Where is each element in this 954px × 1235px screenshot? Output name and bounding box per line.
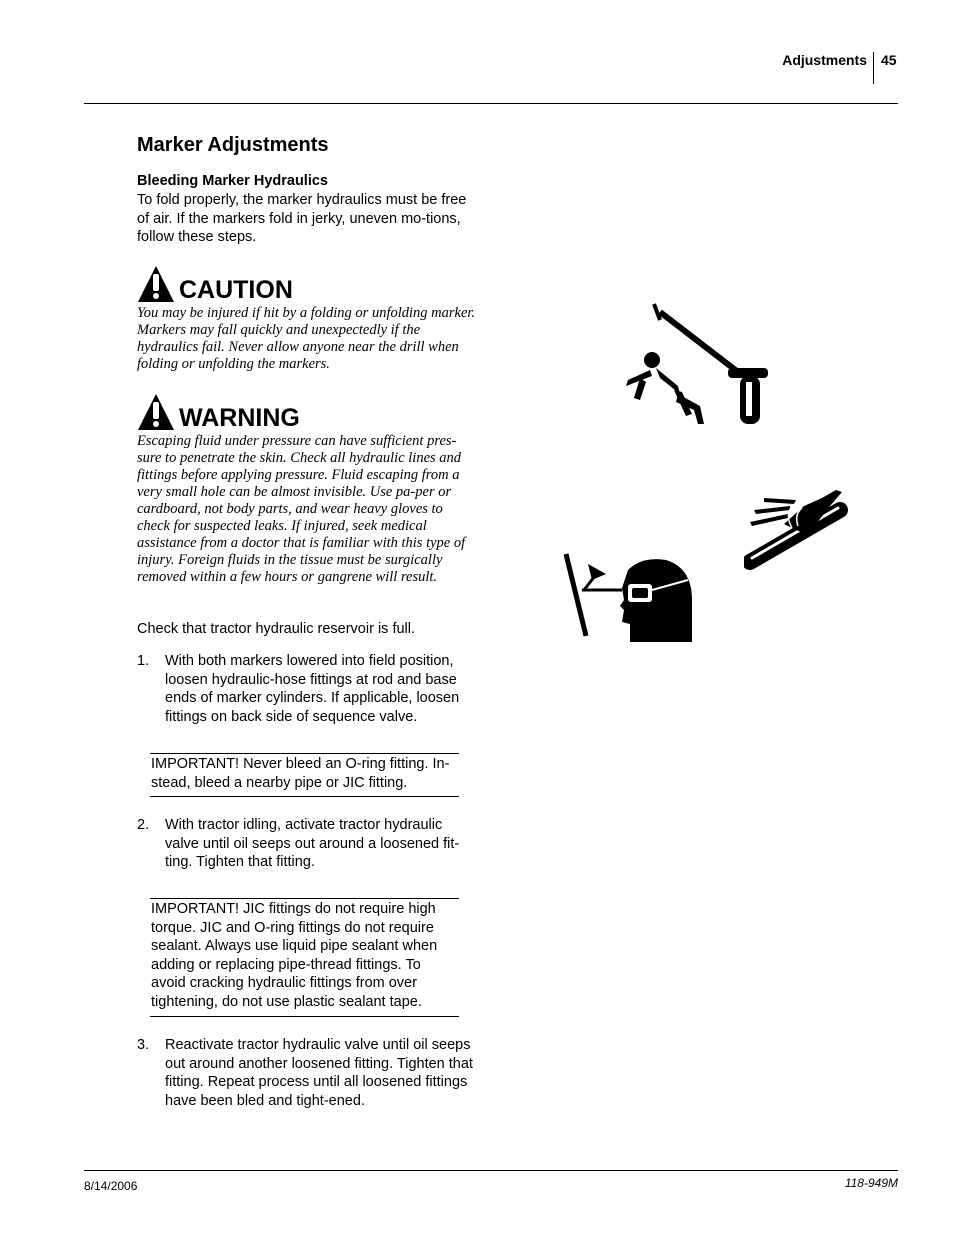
important-note: IMPORTANT! Never bleed an O-ring fitting. In-stead, bleed a nearby pipe or JIC fitting. (150, 753, 459, 797)
step-text: With both markers lowered into field position, loosen hydraulic-hose fittings at rod and base ends of marker cylinders. If applicable, loosen fittings on back side of sequence valve. (165, 653, 460, 725)
step-number: 3. (137, 1037, 150, 1053)
footer-date: 8/14/2006 (84, 1179, 138, 1193)
hand-fluid-injection-icon (744, 484, 852, 576)
warning-triangle-icon (137, 393, 175, 431)
page-title: Marker Adjustments (137, 134, 329, 156)
footer-rule (84, 1170, 898, 1171)
warning-title: WARNING (179, 404, 300, 432)
warning-text: Escaping fluid under pressure can have sufficient pres-sure to penetrate the skin. Check all hydraulic lines and fittings before applying pressure. Fluid escaping from a very small hole can be almost invisible. Use pa-per or cardboard, not body parts, and wear heavy gloves to check for suspected leaks. If injured, seek medical assistance from a doctor that is familiar with this type of injury. Foreign fluids in the tissue must be surgically removed within a few hours or gangrene will result. (137, 433, 466, 585)
step-text: Reactivate tractor hydraulic valve until oil seeps out around another loosened fitting. Tighten that fitting. Repeat process until all loosened fittings have been bled and tight-ened. (165, 1037, 473, 1109)
warning-triangle-icon (137, 265, 175, 303)
header-section-title: Adjustments (782, 52, 867, 68)
page-number: 45 (881, 52, 897, 68)
warning-heading (137, 393, 477, 431)
list-item (137, 1036, 477, 1110)
caution-text: You may be injured if hit by a folding or unfolding marker. Markers may fall quickly and unexpectedly if the hydraulics fail. Never allow anyone near the drill when folding or unfolding the markers. (137, 305, 476, 372)
caution-heading (137, 265, 477, 303)
eye-protection-icon (558, 550, 698, 645)
caution-title: CAUTION (179, 276, 293, 304)
important-note: IMPORTANT! JIC fittings do not require high torque. JIC and O-ring fittings do not require sealant. Always use liquid pipe sealant when adding or replacing pipe-thread fittings. To avoid cracking hydraulic fittings from over tightening, do not use plastic sealant tape. (150, 898, 459, 1017)
header-rule (84, 103, 898, 104)
list-item (137, 816, 477, 872)
footer-doc-number: 118-949M (844, 1176, 898, 1190)
step-number: 1. (137, 653, 150, 669)
marker-crush-hazard-icon (620, 298, 770, 428)
intro-paragraph: To fold properly, the marker hydraulics must be free of air. If the markers fold in jerky, uneven mo-tions, follow these steps. (137, 192, 467, 246)
list-item (137, 652, 477, 726)
section-subhead: Bleeding Marker Hydraulics (137, 173, 328, 189)
header-divider (873, 52, 874, 84)
step-number: 2. (137, 817, 150, 833)
step-text: With tractor idling, activate tractor hydraulic valve until oil seeps out around a loosened fit-ting. Tighten that fitting. (165, 817, 460, 871)
check-reservoir-text: Check that tractor hydraulic reservoir is full. (137, 621, 416, 637)
